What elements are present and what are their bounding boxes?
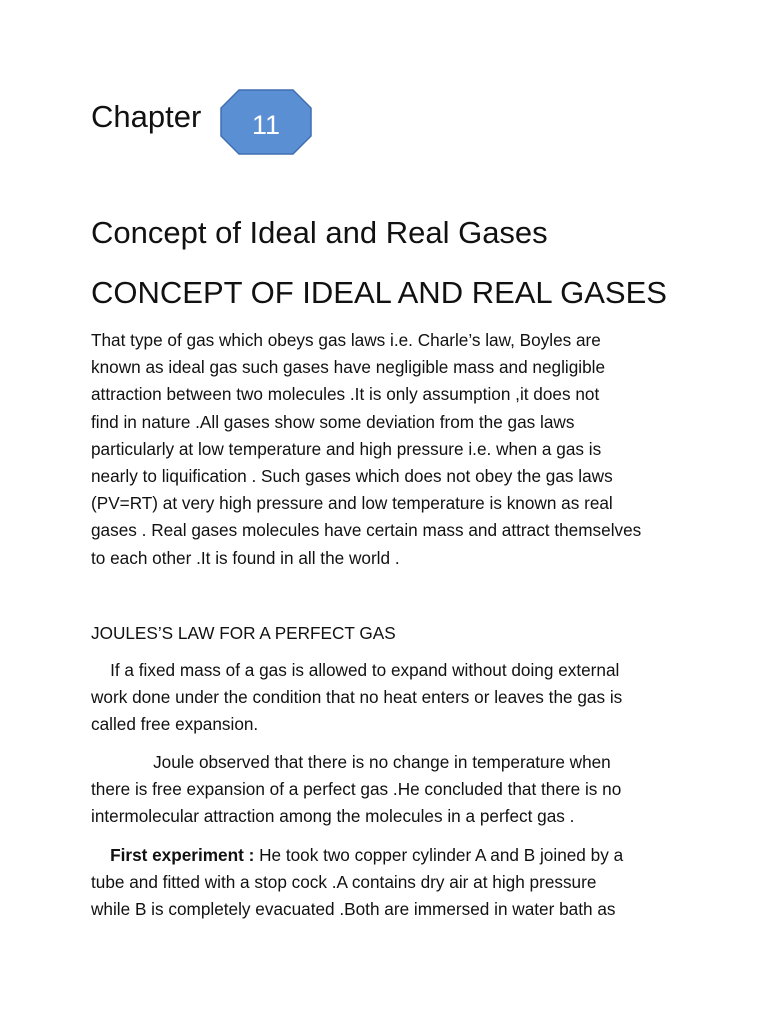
paragraph-line: find in nature .All gases show some deviation from the gas laws — [91, 411, 575, 432]
paragraph-line: intermolecular attraction among the molecules in a perfect gas . — [91, 806, 575, 827]
paragraph-line: known as ideal gas such gases have negligible mass and negligible — [91, 357, 606, 378]
chapter-number: 11 — [251, 109, 281, 140]
paragraph-line: particularly at low temperature and high pressure i.e. when a gas is — [91, 438, 602, 459]
first-experiment-text: He took two copper cylinder A and B joined by a — [254, 845, 624, 865]
paragraph-line: (PV=RT) at very high pressure and low temperature is known as real — [91, 493, 613, 514]
paragraph-line: Joule observed that there is no change in temperature when — [91, 752, 611, 772]
paragraph-line: to each other .It is found in all the world . — [91, 547, 400, 568]
paragraph-line — [91, 842, 681, 869]
intro-paragraph — [91, 327, 681, 572]
first-experiment-paragraph — [91, 842, 681, 924]
free-expansion-paragraph — [91, 657, 681, 739]
paragraph-line: nearly to liquification . Such gases which does not obey the gas laws — [91, 466, 613, 487]
paragraph-line: That type of gas which obeys gas laws i.e. Charle’s law, Boyles are — [91, 330, 601, 350]
paragraph-line: work done under the condition that no heat enters or leaves the gas is — [91, 687, 623, 708]
chapter-title-caps: CONCEPT OF IDEAL AND REAL GASES — [91, 275, 667, 310]
paragraph-line: tube and fitted with a stop cock .A contains dry air at high pressure — [91, 872, 597, 893]
paragraph-line: gases . Real gases molecules have certain mass and attract themselves — [91, 520, 642, 541]
chapter-label: Chapter — [91, 99, 202, 134]
observation-paragraph — [91, 749, 681, 831]
paragraph-line: If a fixed mass of a gas is allowed to expand without doing external — [91, 660, 620, 680]
chapter-number-badge — [220, 89, 312, 155]
paragraph-line: while B is completely evacuated .Both are immersed in water bath as — [91, 899, 616, 920]
chapter-title: Concept of Ideal and Real Gases — [91, 215, 548, 250]
paragraph-line: attraction between two molecules .It is only assumption ,it does not — [91, 384, 600, 405]
section-heading: JOULES’S LAW FOR A PERFECT GAS — [91, 623, 396, 643]
first-experiment-label: First experiment : — [91, 845, 255, 865]
paragraph-line: there is free expansion of a perfect gas .He concluded that there is no — [91, 779, 622, 800]
paragraph-line: called free expansion. — [91, 714, 259, 735]
